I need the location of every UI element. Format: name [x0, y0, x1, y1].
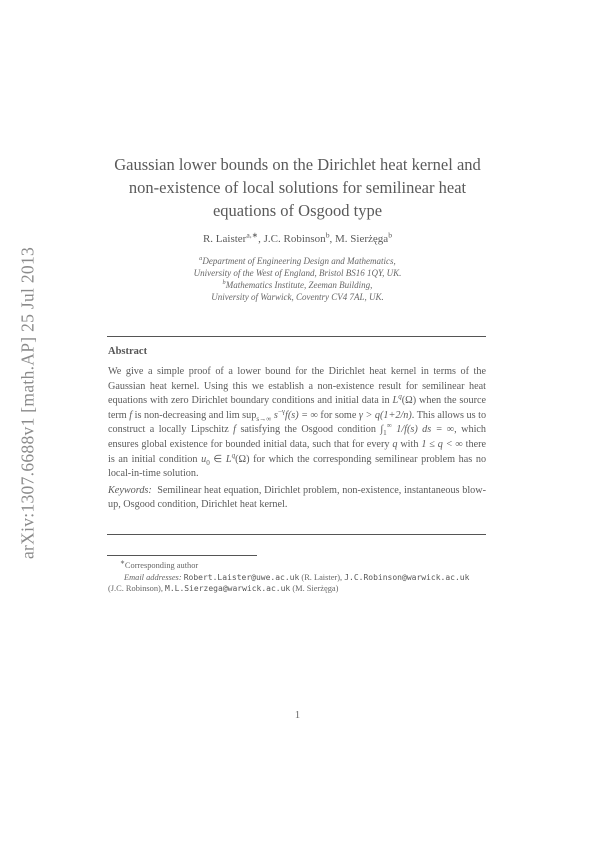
author-mark: a,∗ [246, 230, 259, 240]
affiliation-mark: a [199, 255, 203, 262]
math-operator: lim sup [226, 409, 257, 421]
math-superscript: −γ [277, 407, 286, 416]
math-subscript: 0 [206, 458, 210, 467]
abstract-top-rule [107, 336, 486, 337]
affiliation-b [100, 279, 495, 291]
affiliation-b-line2: University of Warwick, Coventry CV4 7AL, UK. [211, 292, 384, 302]
abstract-text: We give a simple proof of a lower bound for the Dirichlet heat kernel in terms of the Gaussian heat kernel. Using this we establish a non-existence result for semilinear heat equations with zero Dirichlet boundary conditions and initial data in [108, 366, 486, 407]
arxiv-sidebar-stamp [14, 208, 42, 598]
author-name: J.C. Robinson [263, 233, 326, 245]
math-symbol: L [225, 453, 232, 465]
abstract-text: , which ensures global existence for bounded initial data, such that for every [108, 424, 487, 450]
keywords [108, 484, 486, 513]
email-owner: (J.C. Robinson), [108, 584, 163, 594]
math-expression: f(s) = ∞ [285, 409, 318, 421]
abstract-text: there is an initial condition [108, 438, 487, 465]
email-owner: (M. Sierżęga) [292, 584, 339, 594]
math-symbol: (Ω) [401, 395, 417, 407]
title-line: equations of Osgood type [212, 201, 383, 220]
email-link[interactable]: J.C.Robinson@warwick.ac.uk [344, 572, 470, 582]
abstract-text: with [400, 438, 419, 450]
math-symbol: L [392, 395, 399, 407]
math-symbol: ∈ [213, 453, 223, 465]
math-symbol: q [392, 438, 398, 450]
math-symbol: f [233, 424, 237, 436]
footnote-emails [108, 572, 486, 595]
math-symbol: f [129, 409, 133, 421]
math-integral: ∫ [380, 424, 384, 436]
abstract-text: for some [320, 409, 357, 421]
abstract-text: satisfying the Osgood condition [240, 424, 376, 436]
abstract-text: when the source term [108, 395, 487, 421]
affiliation-text: Mathematics Institute, Zeeman Building, [225, 280, 373, 290]
footnote-mark: ∗ [120, 560, 125, 567]
author-separator: , [329, 233, 336, 245]
math-superscript: ∞ [386, 421, 392, 430]
arxiv-identifier: arXiv:1307.6688v1 [math.AP] 25 Jul 2013 [17, 246, 38, 560]
keywords-label: Keywords: [108, 484, 152, 496]
math-symbol: q [231, 451, 236, 460]
math-subscript: 1 [383, 429, 387, 438]
footnotes [108, 560, 486, 595]
affiliation-a [100, 255, 495, 267]
math-symbol: s [273, 409, 278, 421]
math-expression: 1 ≤ q < ∞ [421, 438, 463, 450]
affiliation-text: Department of Engineering Design and Mathematics, [202, 256, 396, 266]
affiliation-a-line2: University of the West of England, Bristol BS16 1QY, UK. [193, 268, 402, 278]
math-symbol: u [201, 453, 207, 465]
abstract-text: . This allows us to construct a locally Lipschitz [108, 409, 487, 436]
abstract-heading: Abstract [108, 346, 148, 357]
author-mark: b [388, 230, 393, 240]
keywords-text: Semilinear heat equation, Dirichlet problem, non-existence, instantaneous blow-up, Osgood condition, Dirichlet heat kernel. [108, 484, 486, 511]
affiliations [100, 255, 495, 303]
footnote-rule [107, 555, 257, 556]
author-separator: , [258, 233, 264, 245]
email-owner: (R. Laister), [301, 572, 343, 582]
footnote-text: Corresponding author [124, 561, 199, 570]
affiliation-mark: b [222, 279, 226, 286]
abstract-body [108, 365, 486, 513]
math-expression: 1/f(s) ds = ∞ [396, 424, 455, 436]
abstract-bottom-rule [107, 534, 486, 535]
page-number: 1 [294, 710, 301, 721]
author-name: R. Laister [202, 233, 247, 245]
email-link[interactable]: M.L.Sierzega@warwick.ac.uk [165, 584, 291, 594]
math-symbol: q [398, 392, 402, 401]
math-subscript: s→∞ [256, 414, 272, 423]
author-mark: b [325, 230, 330, 240]
math-symbol: (Ω) [235, 453, 250, 465]
abstract-paragraph [108, 365, 486, 482]
abstract-text: is non-decreasing and [134, 409, 224, 421]
title-line: non-existence of local solutions for semilinear heat [128, 178, 467, 197]
title-line: Gaussian lower bounds on the Dirichlet heat kernel and [114, 155, 481, 174]
footnote-corresponding [108, 560, 486, 572]
email-link[interactable]: Robert.Laister@uwe.ac.uk [183, 572, 300, 582]
author-name: M. Sierżęga [335, 233, 389, 245]
math-expression: γ > q(1+2/n) [358, 409, 412, 421]
author-list [100, 230, 495, 245]
email-label: Email addresses: [124, 572, 182, 582]
abstract-text: for which the corresponding semilinear problem has no local-in-time solution. [108, 453, 487, 480]
paper-title [100, 153, 495, 222]
